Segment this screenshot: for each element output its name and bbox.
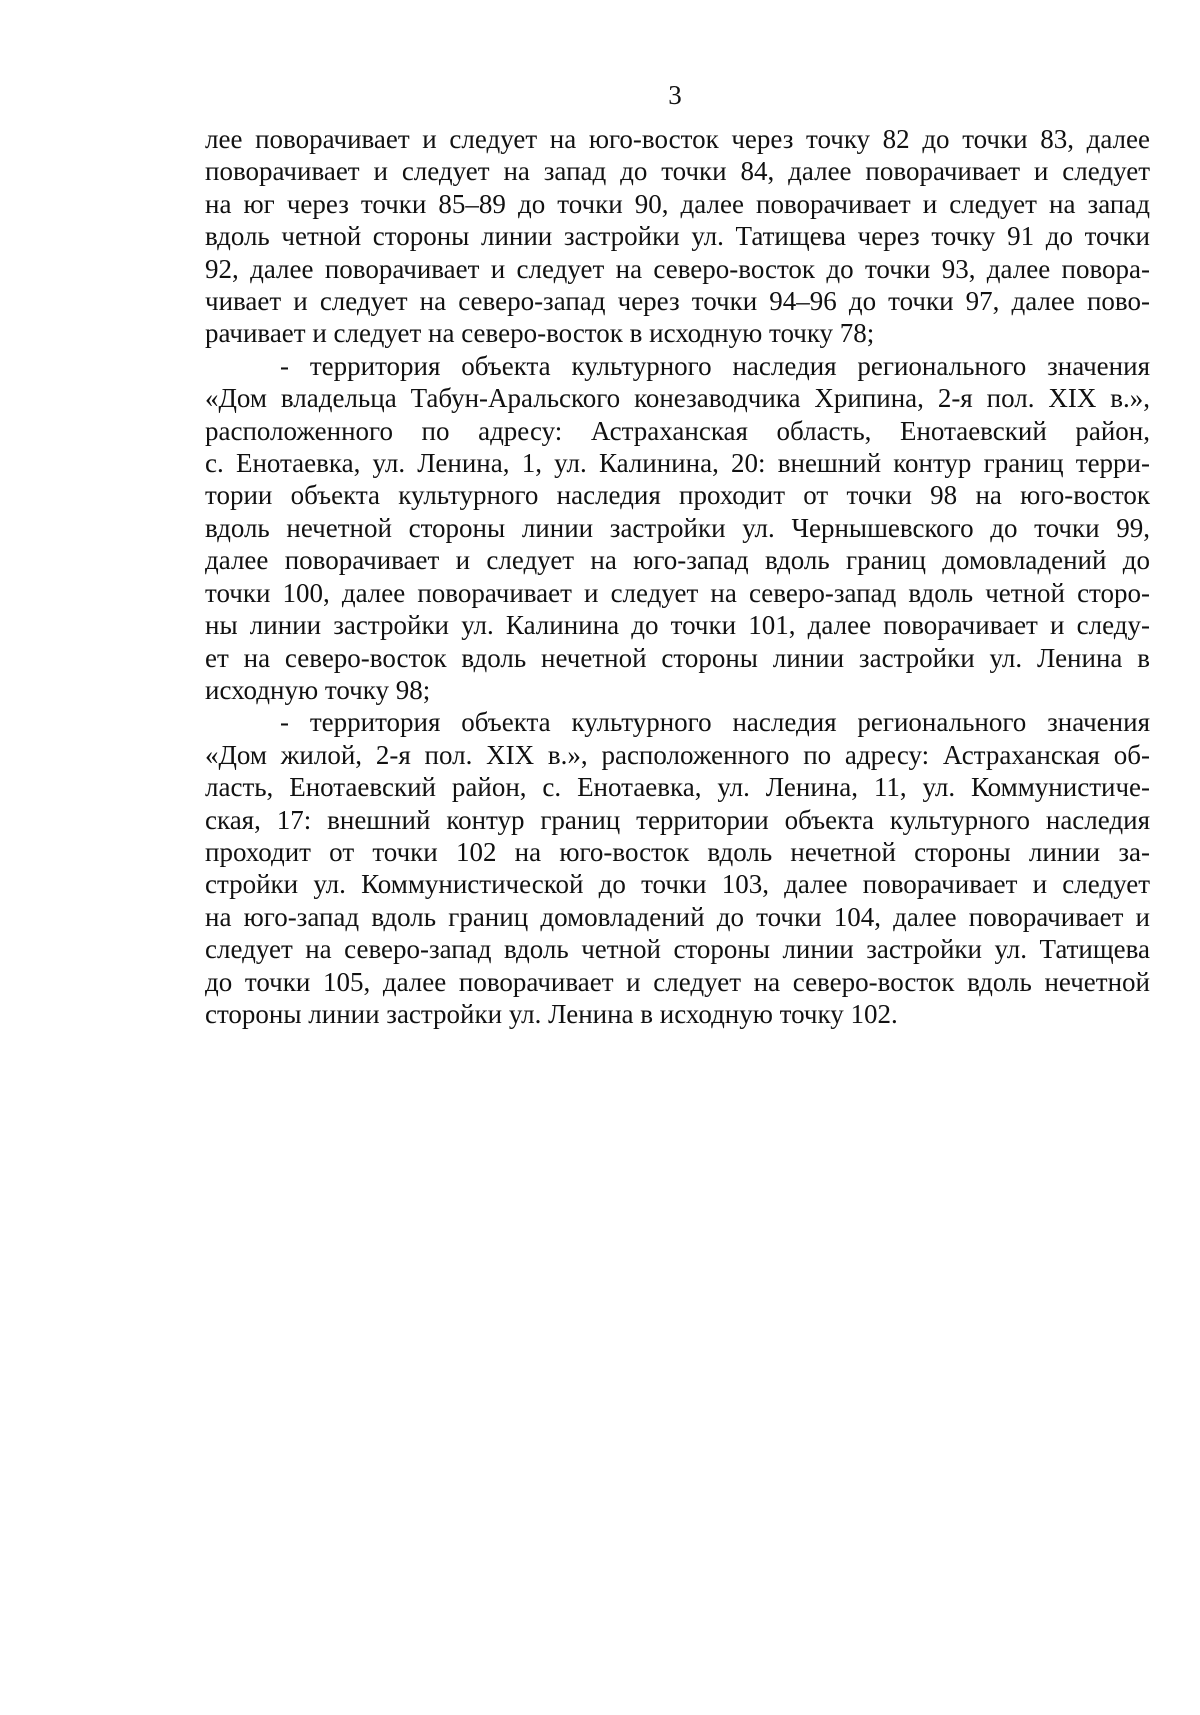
paragraph-1-line-3: на юг через точки 85–89 до точки 90, далее поворачивает и следует на запад [205, 188, 1150, 219]
paragraph-2-line-10: ет на северо-восток вдоль нечетной стороны линии застройки ул. Ленина в [205, 642, 1150, 673]
paragraph-1-line-4: вдоль четной стороны линии застройки ул. Татищева через точку 91 до точки [205, 221, 1150, 252]
paragraph-3-line-2: «Дом жилой, 2-я пол. XIX в.», расположенного по адресу: Астраханская об- [205, 739, 1150, 770]
paragraph-1-line-5: 92, далее поворачивает и следует на северо-восток до точки 93, далее повора- [205, 253, 1150, 284]
paragraph-2-line-11: исходную точку 98; [205, 674, 431, 705]
paragraph-1-line-6: чивает и следует на северо-запад через точки 94–96 до точки 97, далее пово- [205, 286, 1150, 317]
paragraph-3-line-1: - территория объекта культурного наследия регионального значения [280, 707, 1150, 738]
paragraph-2-line-5: тории объекта культурного наследия проходит от точки 98 на юго-восток [205, 480, 1150, 511]
paragraph-3-line-4: ская, 17: внешний контур границ территории объекта культурного наследия [205, 804, 1150, 835]
paragraph-2-line-4: с. Енотаевка, ул. Ленина, 1, ул. Калинина, 20: внешний контур границ терри- [205, 448, 1150, 479]
paragraph-2-line-1: - территория объекта культурного наследия регионального значения [280, 350, 1150, 381]
paragraph-3-line-6: стройки ул. Коммунистической до точки 103, далее поворачивает и следует [205, 869, 1150, 900]
paragraph-1-line-1: лее поворачивает и следует на юго-восток через точку 82 до точки 83, далее [205, 124, 1150, 154]
paragraph-3-line-7: на юго-запад вдоль границ домовладений до точки 104, далее поворачивает и [205, 901, 1150, 932]
paragraph-1-line-2: поворачивает и следует на запад до точки 84, далее поворачивает и следует [205, 156, 1150, 187]
paragraph-1-line-7: рачивает и следует на северо-восток в исходную точку 78; [205, 318, 875, 349]
paragraph-3-line-10: стороны линии застройки ул. Ленина в исходную точку 102. [205, 998, 898, 1029]
paragraph-3-line-8: следует на северо-запад вдоль четной стороны линии застройки ул. Татищева [205, 934, 1150, 965]
paragraph-2-line-8: точки 100, далее поворачивает и следует на северо-запад вдоль четной сторо- [205, 577, 1150, 608]
paragraph-3-line-5: проходит от точки 102 на юго-восток вдоль нечетной стороны линии за- [205, 836, 1150, 867]
paragraph-2-line-6: вдоль нечетной стороны линии застройки ул. Чернышевского до точки 99, [205, 512, 1150, 543]
paragraph-2-line-3: расположенного по адресу: Астраханская область, Енотаевский район, [205, 415, 1150, 446]
paragraph-2-line-9: ны линии застройки ул. Калинина до точки 101, далее поворачивает и следу- [205, 610, 1150, 641]
document-body [205, 123, 1150, 1030]
page-number: 3 [668, 80, 682, 110]
paragraph-3-line-3: ласть, Енотаевский район, с. Енотаевка, ул. Ленина, 11, ул. Коммунистиче- [205, 772, 1150, 803]
paragraph-3-line-9: до точки 105, далее поворачивает и следует на северо-восток вдоль нечетной [205, 966, 1150, 997]
paragraph-2-line-7: далее поворачивает и следует на юго-запад вдоль границ домовладений до [205, 545, 1150, 576]
paragraph-2-line-2: «Дом владельца Табун-Аральского конезаводчика Хрипина, 2-я пол. XIX в.», [205, 383, 1150, 414]
